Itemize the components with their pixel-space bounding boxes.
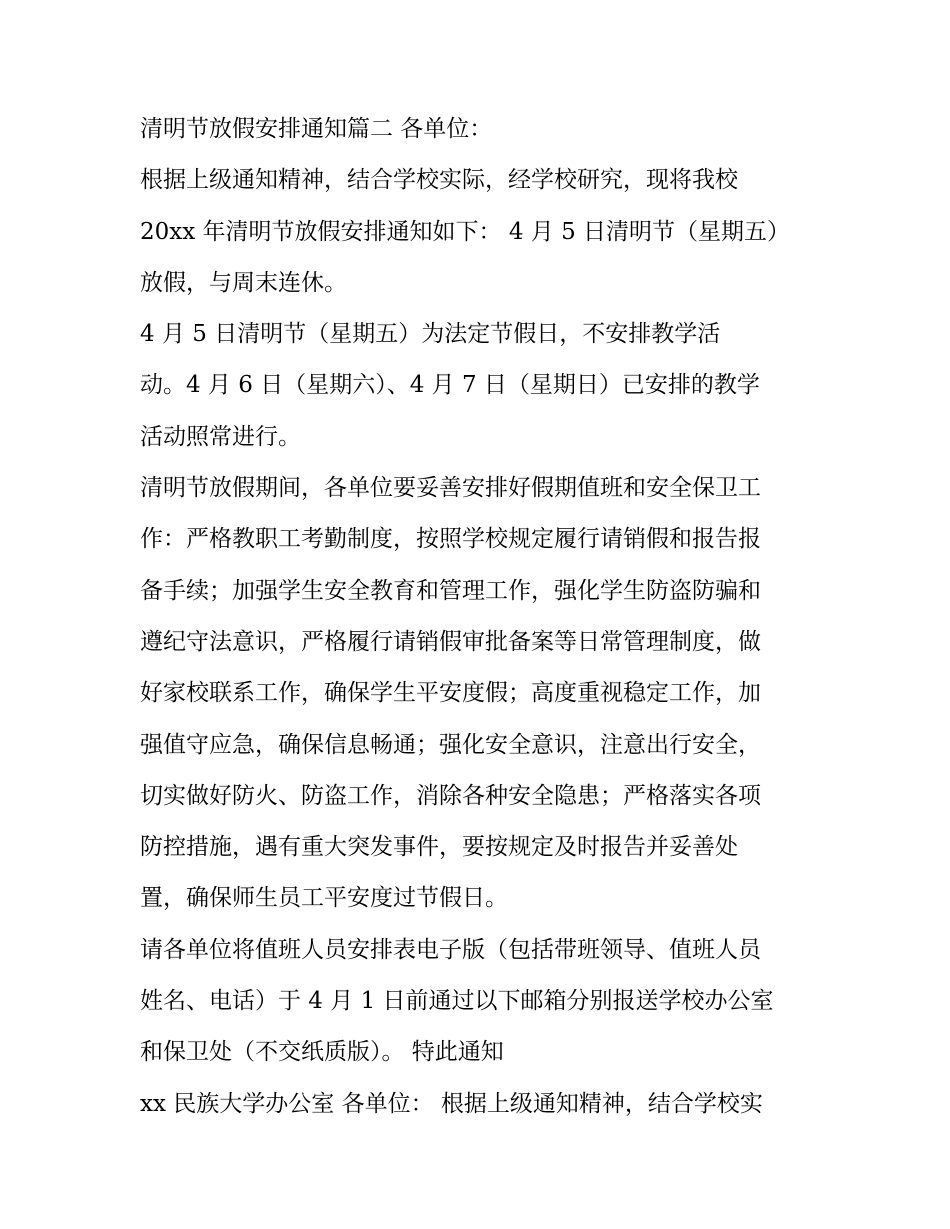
text-line: xx 民族大学办公室 各单位： 根据上级通知精神，结合学校实 [140, 1090, 763, 1117]
text-line: 活动照常进行。 [140, 423, 301, 450]
text-line: 动。4 月 6 日（星期六）、4 月 7 日（星期日）已安排的教学 [140, 372, 760, 399]
text-line: 作：严格教职工考勤制度，按照学校规定履行请销假和报告报 [140, 526, 761, 553]
text-line: 置，确保师生员工平安度过节假日。 [140, 885, 508, 912]
text-line: 放假，与周末连休。 [140, 269, 347, 296]
text-line: 清明节放假安排通知篇二 各单位： [140, 116, 493, 142]
text-line: 和保卫处（不交纸质版）。 特此通知 [140, 1039, 504, 1066]
text-line: 强值守应急，确保信息畅通；强化安全意识，注意出行安全， [140, 731, 761, 758]
text-line: 请各单位将值班人员安排表电子版（包括带班领导、值班人员 [140, 936, 761, 963]
document-body [140, 104, 820, 1130]
text-line: 4 月 5 日清明节（星期五）为法定节假日，不安排教学活 [140, 321, 721, 348]
text-line: 遵纪守法意识，严格履行请销假审批备案等日常管理制度，做 [140, 628, 761, 655]
text-line: 切实做好防火、防盗工作，消除各种安全隐患；严格落实各项 [140, 782, 761, 809]
text-line: 根据上级通知精神，结合学校实际，经学校研究，现将我校 [140, 167, 738, 194]
text-line: 好家校联系工作，确保学生平安度假；高度重视稳定工作，加 [140, 680, 761, 707]
text-line: 备手续；加强学生安全教育和管理工作，强化学生防盗防骗和 [140, 577, 761, 604]
text-line: 20xx 年清明节放假安排通知如下： 4 月 5 日清明节（星期五） [140, 218, 791, 245]
text-line: 姓名、电话）于 4 月 1 日前通过以下邮箱分别报送学校办公室 [140, 988, 774, 1015]
text-line: 清明节放假期间，各单位要妥善安排好假期值班和安全保卫工 [140, 475, 761, 502]
text-line: 防控措施，遇有重大突发事件，要按规定及时报告并妥善处 [140, 834, 738, 861]
